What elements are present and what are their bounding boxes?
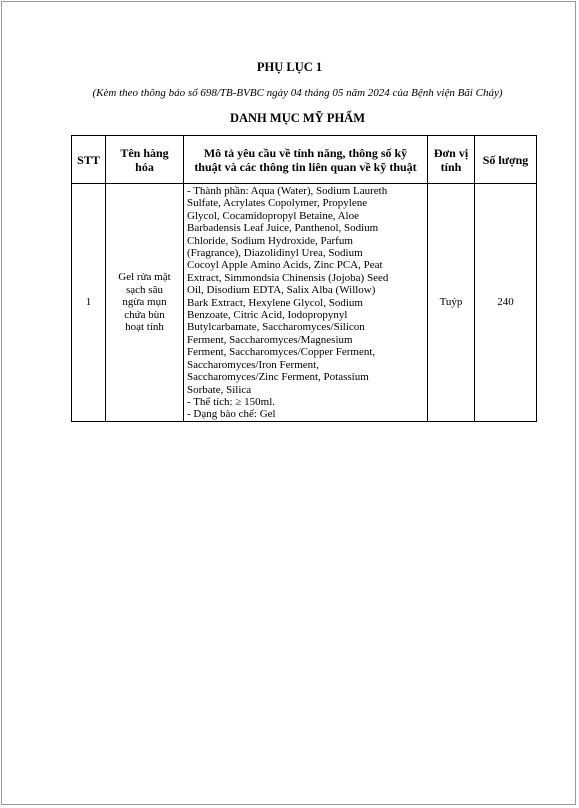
description-line: Saccharomyces/Zinc Ferment, Potassium bbox=[187, 371, 369, 384]
description-line: - Thành phần: Aqua (Water), Sodium Laureth bbox=[187, 185, 388, 197]
description-line: Butylcarbamate, Saccharomyces/Silicon bbox=[187, 321, 365, 334]
description-line: Bark Extract, Hexylene Glycol, Sodium bbox=[187, 296, 363, 309]
header-unit-line: tính bbox=[440, 159, 462, 174]
description-line: Ferment, Saccharomyces/Copper Ferment, bbox=[187, 346, 376, 359]
document-title: PHỤ LỤC 1 bbox=[256, 60, 323, 74]
row-quantity: 240 bbox=[475, 184, 537, 422]
description-line: Sulfate, Acrylates Copolymer, Propylene bbox=[187, 197, 368, 210]
description-line: Cocoyl Apple Amino Acids, Zinc PCA, Peat bbox=[187, 259, 383, 272]
table-row bbox=[72, 184, 537, 422]
row-stt: 1 bbox=[72, 184, 106, 422]
header-description bbox=[184, 136, 428, 184]
description-line: Glycol, Cocamidopropyl Betaine, Aloe bbox=[187, 209, 359, 222]
header-product-name bbox=[106, 136, 184, 184]
header-quantity: Số lượng bbox=[475, 136, 537, 184]
row-product-name bbox=[106, 184, 184, 422]
description-line: Benzoate, Citric Acid, Iodopropynyl bbox=[187, 309, 348, 322]
description-line: Saccharomyces/Iron Ferment, bbox=[187, 358, 319, 371]
header-stt: STT bbox=[72, 136, 106, 184]
description-line: (Fragrance), Diazolidinyl Urea, Sodium bbox=[187, 247, 363, 260]
document-heading: DANH MỤC MỸ PHẨM bbox=[229, 111, 366, 125]
row-description bbox=[184, 184, 428, 422]
description-line: - Dạng bào chế: Gel bbox=[187, 408, 276, 421]
cosmetics-table bbox=[71, 135, 537, 422]
description-line: Ferment, Saccharomyces/Magnesium bbox=[187, 333, 353, 346]
product-name-line: chứa bùn bbox=[124, 308, 165, 321]
description-line: Chloride, Sodium Hydroxide, Parfum bbox=[187, 234, 353, 247]
product-name-line: hoạt tính bbox=[125, 321, 164, 334]
description-line: Barbadensis Leaf Juice, Panthenol, Sodium bbox=[187, 222, 379, 235]
product-name-line: Gel rửa mặt bbox=[118, 271, 171, 284]
row-unit: Tuýp bbox=[428, 184, 475, 422]
header-description-line: thuật và các thông tin liên quan về kỹ thuật bbox=[194, 159, 417, 174]
description-line: Sorbate, Silica bbox=[187, 383, 252, 396]
description-line: Extract, Simmondsia Chinensis (Jojoba) Seed bbox=[187, 271, 389, 284]
document-subtitle: (Kèm theo thông báo số 698/TB-BVBC ngày 04 tháng 05 năm 2024 của Bệnh viện Bãi Cháy) bbox=[92, 87, 503, 99]
header-product-name-line: hóa bbox=[135, 159, 154, 174]
product-name-line: sạch sâu bbox=[126, 283, 163, 296]
description-line: Oil, Disodium EDTA, Salix Alba (Willow) bbox=[187, 284, 376, 297]
product-name-line: ngừa mụn bbox=[122, 296, 167, 309]
header-unit-line: Đơn vị bbox=[433, 145, 469, 160]
header-description-line: Mô tả yêu cầu về tính năng, thông số kỹ bbox=[203, 145, 408, 160]
table-header-row bbox=[72, 136, 537, 184]
header-product-name-line: Tên hàng bbox=[120, 145, 169, 160]
description-line: - Thể tích: ≥ 150ml. bbox=[187, 395, 276, 408]
header-unit bbox=[428, 136, 475, 184]
